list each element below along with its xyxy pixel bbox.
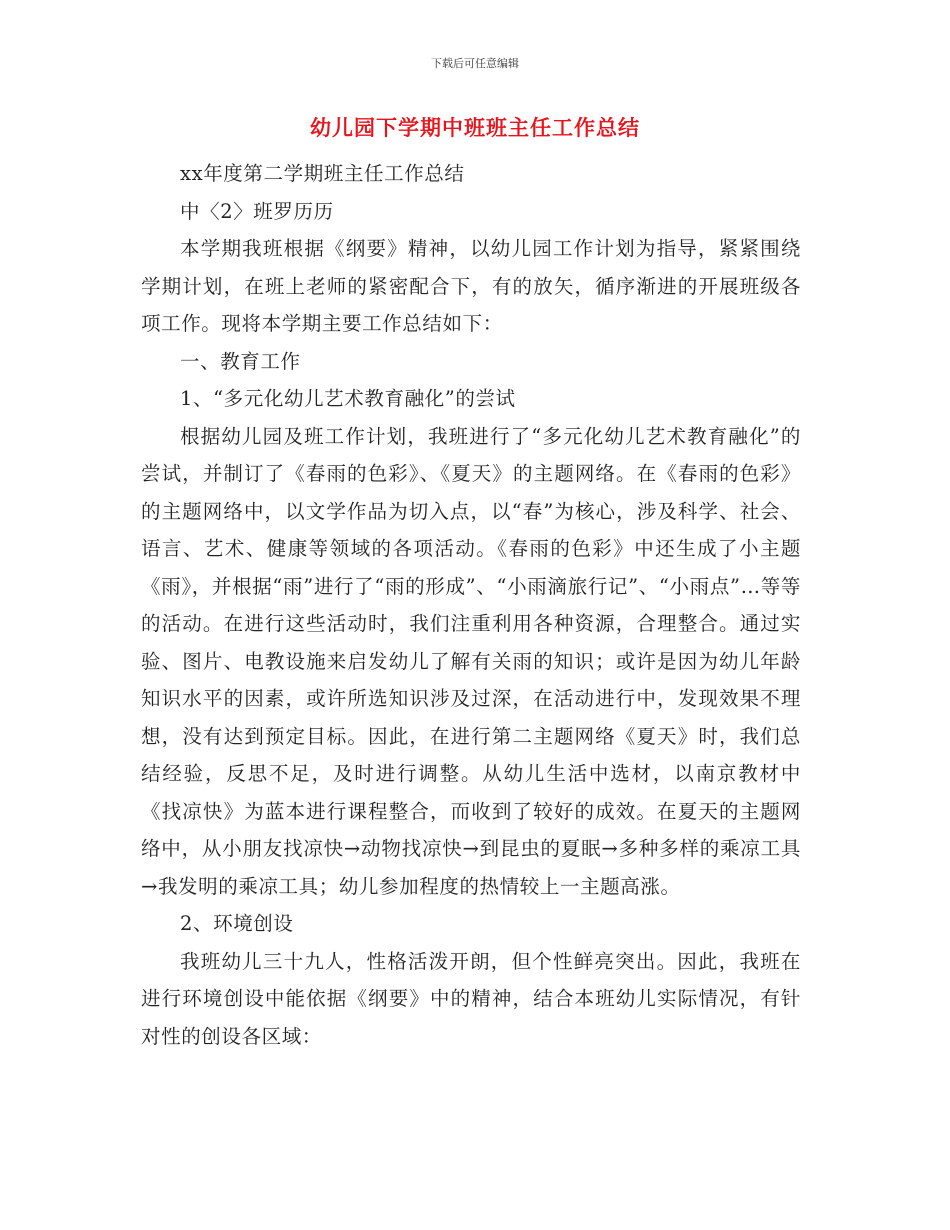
subsection-heading-art-education: 1、“多元化幼儿艺术教育融化”的尝试 (180, 387, 516, 410)
section-heading-education: 一、教育工作 (180, 349, 301, 373)
header-note: 下载后可任意编辑 (431, 57, 519, 70)
document-body (141, 155, 801, 1055)
intro-paragraph: 本学期我班根据《纲要》精神，以幼儿园工作计划为指导，紧紧围绕学期计划，在班上老师的紧密配合下，有的放矢，循序渐进的开展班级各项工作。现将本学期主要工作总结如下： (141, 237, 801, 335)
subsection-heading-environment: 2、环境创设 (180, 912, 294, 935)
environment-paragraph: 我班幼儿三十九人，性格活泼开朗，但个性鲜亮突出。因此，我班在进行环境创设中能依据《纲要》中的精神，结合本班幼儿实际情况，有针对性的创设各区域： (141, 949, 801, 1048)
art-education-paragraph: 根据幼儿园及班工作计划，我班进行了“多元化幼儿艺术教育融化”的尝试，并制订了《春雨的色彩》、《夏天》的主题网络。在《春雨的色彩》的主题网络中，以文学作品为切入点，以“春”为核心，涉及科学、社会、语言、艺术、健康等领域的各项活动。《春雨的色彩》中还生成了小主题《雨》，并根据“雨”进行了“雨的形成”、“小雨滴旅行记”、“小雨点”…等等的活动。在进行这些活动时，我们注重利用各种资源，合理整合。通过实验、图片、电教设施来启发幼儿了解有关雨的知识；或许是因为幼儿年龄知识水平的因素，或许所选知识涉及过深，在活动进行中，发现效果不理想，没有达到预定目标。因此，在进行第二主题网络《夏天》时，我们总结经验，反思不足，及时进行调整。从幼儿生活中选材，以南京教材中《找凉快》为蓝本进行课程整合，而收到了较好的成效。在夏天的主题网络中，从小朋友找凉快→动物找凉快→到昆虫的夏眠→多种多样的乘凉工具→我发明的乘凉工具；幼儿参加程度的热情较上一主题高涨。 (141, 424, 801, 898)
document-title: 幼儿园下学期中班班主任工作总结 (310, 116, 640, 140)
class-author-paragraph: 中〈2〉班罗历历 (180, 199, 334, 223)
subtitle-paragraph: xx年度第二学期班主任工作总结 (180, 162, 465, 185)
